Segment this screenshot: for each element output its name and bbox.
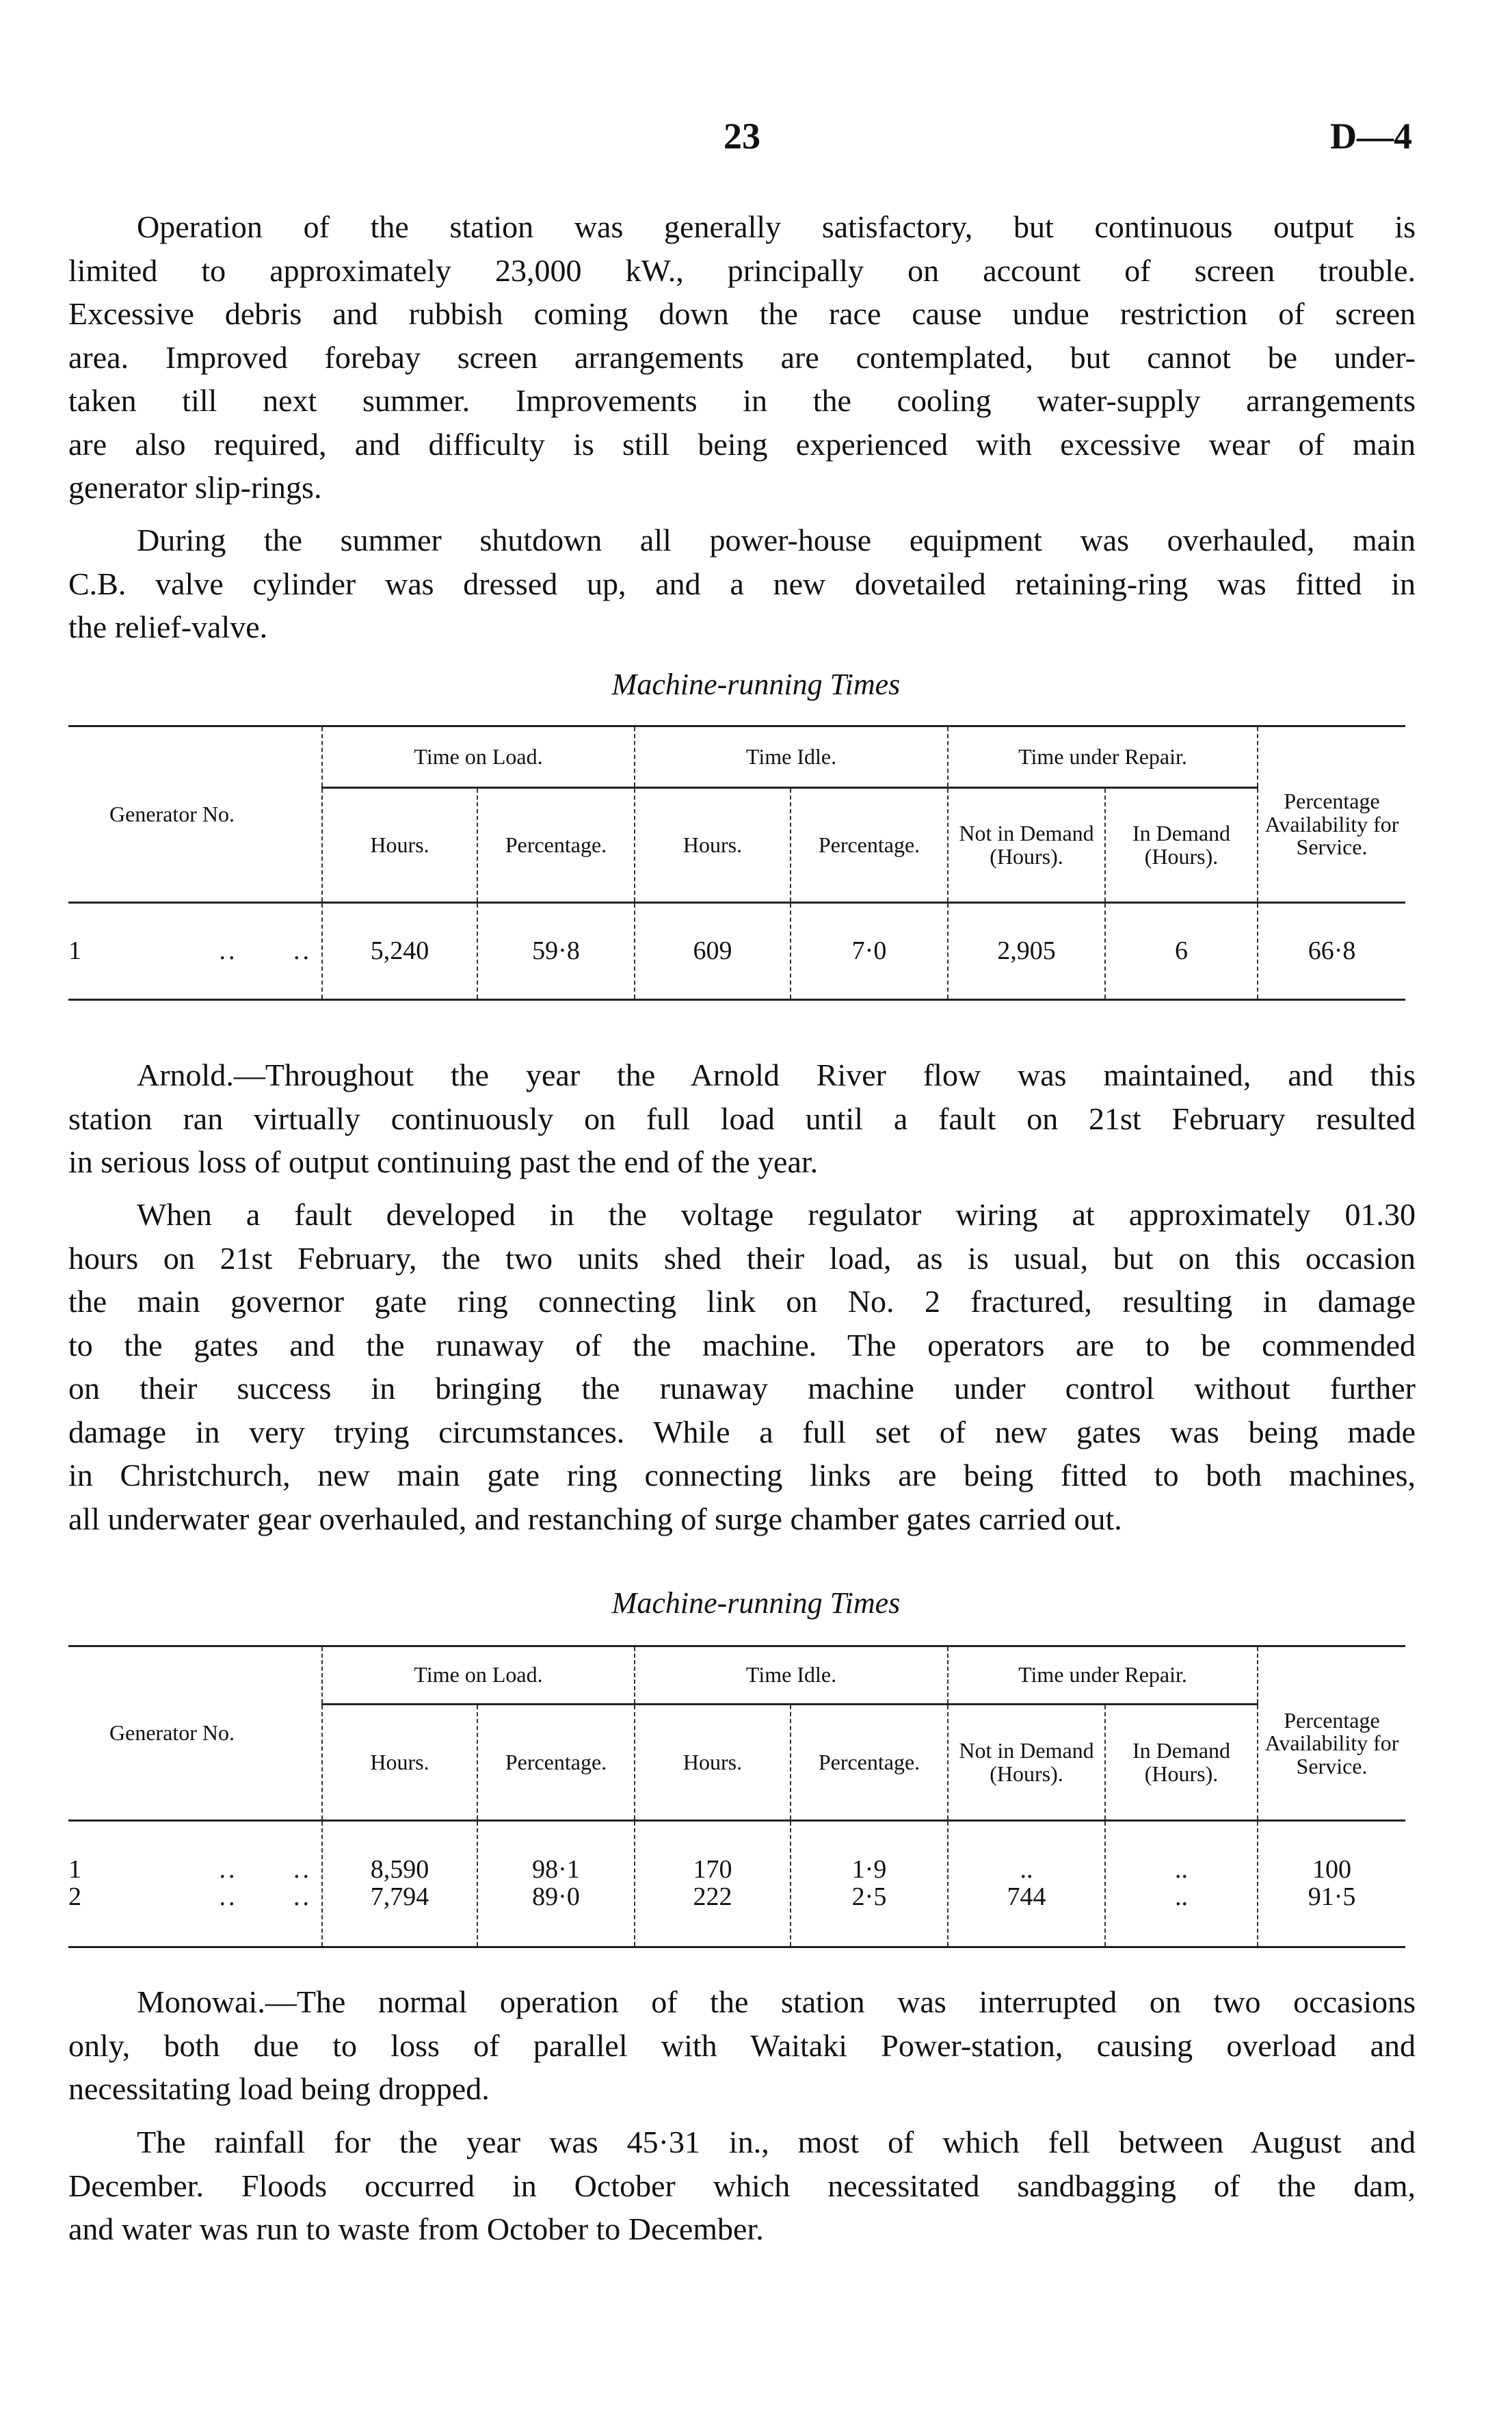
in-demand-cell <box>1105 903 1258 1000</box>
not-in-demand-cell <box>948 1821 1105 1947</box>
leader-dots: .. <box>219 936 238 965</box>
table-value: 100 <box>1312 1855 1352 1884</box>
table-value: 1·9 <box>851 1855 887 1884</box>
text-line: C.B. valve cylinder was dressed up, and a new dovetailed retaining-ring was fitted in <box>68 566 1416 601</box>
table-value: 7,794 <box>370 1882 429 1911</box>
text-line: the main governor gate ring connecting link on No. 2 fractured, resulting in damage <box>68 1284 1416 1319</box>
leader-dots: .. <box>293 1882 312 1911</box>
column-header: Hours. <box>635 1705 791 1821</box>
text-line: Excessive debris and rubbish coming down the race cause undue restriction of screen <box>68 296 1416 331</box>
column-header: Generator No. <box>68 1646 322 1821</box>
table-value: 91·5 <box>1308 1882 1356 1911</box>
column-header: In Demand (Hours). <box>1105 1705 1258 1821</box>
table-value: 98·1 <box>532 1855 580 1884</box>
column-header: Generator No. <box>68 726 322 903</box>
page-number: 23 <box>724 116 760 157</box>
text-line: necessitating load being dropped. <box>68 2071 490 2106</box>
text-line: station ran virtually continuously on full load until a fault on 21st February resulted <box>68 1101 1416 1136</box>
table-value: 2·5 <box>851 1882 887 1911</box>
text-line: all underwater gear overhauled, and restanching of surge chamber gates carried out. <box>68 1501 1122 1536</box>
leader-dots: .. <box>293 1855 312 1884</box>
text-line: only, both due to loss of parallel with Waitaki Power-station, causing overload and <box>68 2027 1416 2063</box>
paragraph-arnold <box>68 1053 1416 1184</box>
table-value: 609 <box>693 936 732 965</box>
load-hours-cell <box>322 903 477 1000</box>
column-header: Time Idle. <box>635 726 948 788</box>
column-header: Not in Demand (Hours). <box>948 1705 1105 1821</box>
text-line: Operation of the station was generally satisfactory, but continuous output is <box>137 209 1416 244</box>
column-header: Hours. <box>635 788 791 903</box>
load-hours-cell <box>322 1821 477 1947</box>
text-line: During the summer shutdown all power-house equipment was overhauled, main <box>137 523 1416 557</box>
text-line: hours on 21st February, the two units shed their load, as is usual, but on this occasion <box>68 1240 1416 1276</box>
column-header: Time under Repair. <box>948 726 1258 788</box>
idle-pct-cell <box>791 903 948 1000</box>
text-line: December. Floods occurred in October which necessitated sandbagging of the dam, <box>68 2168 1416 2203</box>
table-value: 59·8 <box>532 936 580 965</box>
table-caption: Machine-running Times <box>611 668 901 701</box>
column-header: Percentage. <box>477 788 635 903</box>
text-line: and water was run to waste from October to December. <box>68 2211 764 2246</box>
generator-number: 1 <box>68 1855 81 1884</box>
table-value: 5,240 <box>370 936 429 965</box>
text-line: When a fault developed in the voltage regulator wiring at approximately 01.30 <box>137 1197 1416 1232</box>
table-value: 170 <box>693 1855 732 1884</box>
text-line: area. Improved forebay screen arrangements are contemplated, but cannot be under- <box>68 339 1416 375</box>
leader-dots: .. <box>219 1855 238 1884</box>
table-value: 66·8 <box>1308 936 1356 965</box>
text-line: damage in very trying circumstances. While a full set of new gates was being made <box>68 1414 1416 1449</box>
column-header: Percentage. <box>791 1705 948 1821</box>
column-header: Percentage. <box>791 788 948 903</box>
text-line: Monowai.—The normal operation of the station was interrupted on two occasions <box>137 1984 1416 2019</box>
column-header: Hours. <box>322 1705 477 1821</box>
text-line: are also required, and difficulty is still being experienced with excessive wear of main <box>68 426 1416 462</box>
idle-hours-cell <box>635 903 791 1000</box>
text-line: on their success in bringing the runaway machine under control without further <box>68 1371 1416 1406</box>
generator-cell <box>68 903 322 1000</box>
column-header: In Demand (Hours). <box>1105 788 1258 903</box>
column-header: Percentage. <box>477 1705 635 1821</box>
paragraph <box>68 2120 1416 2251</box>
generator-cell <box>68 1821 322 1947</box>
generator-number: 1 <box>68 936 81 965</box>
table-value: 6 <box>1175 936 1188 965</box>
table-value: .. <box>1175 1855 1188 1884</box>
text-line: to the gates and the runaway of the machine. The operators are to be commended <box>68 1327 1416 1363</box>
idle-pct-cell <box>791 1821 948 1947</box>
paragraph-monowai <box>68 1980 1416 2111</box>
text-line: in serious loss of output continuing past the end of the year. <box>68 1144 819 1179</box>
column-header: Not in Demand (Hours). <box>948 788 1105 903</box>
column-header: Time Idle. <box>635 1646 948 1705</box>
table-value: 222 <box>693 1882 732 1911</box>
text-line: the relief-valve. <box>68 609 268 644</box>
column-header: Hours. <box>322 788 477 903</box>
column-header: Time under Repair. <box>948 1646 1258 1705</box>
table-value: 8,590 <box>370 1855 429 1884</box>
availability-cell <box>1258 1821 1405 1947</box>
data-table <box>68 1645 1405 1948</box>
table-caption: Machine-running Times <box>611 1586 901 1620</box>
not-in-demand-cell <box>948 903 1105 1000</box>
leader-dots: .. <box>219 1882 238 1911</box>
table-value: 7·0 <box>851 936 887 965</box>
leader-dots: .. <box>293 936 312 965</box>
table-value: 89·0 <box>532 1882 580 1911</box>
data-table <box>68 725 1405 1001</box>
table-value: .. <box>1175 1882 1188 1911</box>
idle-hours-cell <box>635 1821 791 1947</box>
load-pct-cell <box>477 1821 635 1947</box>
column-header: Time on Load. <box>322 1646 635 1705</box>
text-line: The rainfall for the year was 45·31 in., most of which fell between August and <box>137 2125 1416 2159</box>
text-line: taken till next summer. Improvements in the cooling water-supply arrangements <box>68 383 1416 418</box>
text-line: generator slip-rings. <box>68 470 322 505</box>
load-pct-cell <box>477 903 635 1000</box>
paragraph <box>68 518 1416 649</box>
column-header: Time on Load. <box>322 726 635 788</box>
column-header: Percentage Availability for Service. <box>1258 1646 1405 1821</box>
section-code: D—4 <box>1330 116 1412 157</box>
table-value: .. <box>1020 1855 1033 1884</box>
generator-number: 2 <box>68 1882 81 1911</box>
table-value: 2,905 <box>997 936 1056 965</box>
paragraph <box>68 1193 1416 1540</box>
table-value: 744 <box>1007 1882 1046 1911</box>
text-line: limited to approximately 23,000 kW., principally on account of screen trouble. <box>68 252 1416 288</box>
column-header: Percentage Availability for Service. <box>1258 726 1405 903</box>
availability-cell <box>1258 903 1405 1000</box>
text-line: Arnold.—Throughout the year the Arnold River flow was maintained, and this <box>137 1057 1416 1092</box>
in-demand-cell <box>1105 1821 1258 1947</box>
text-line: in Christchurch, new main gate ring connecting links are being fitted to both machines, <box>68 1458 1416 1493</box>
paragraph <box>68 205 1416 510</box>
